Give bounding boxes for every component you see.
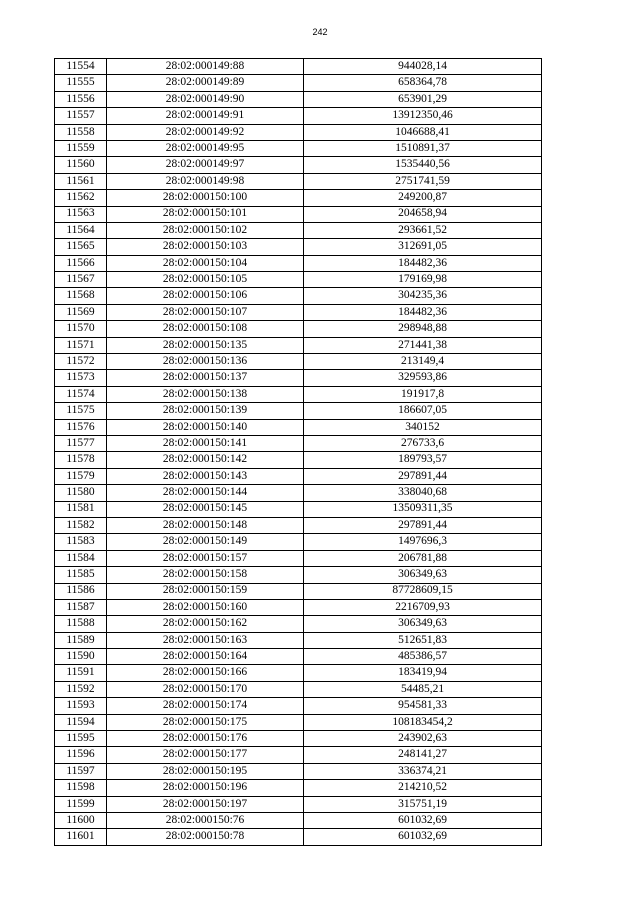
cadastral-number-cell: 28:02:000149:90 [107, 91, 304, 107]
row-number-cell: 11558 [55, 124, 107, 140]
cadastral-value-table [54, 58, 542, 846]
row-number-cell: 11584 [55, 550, 107, 566]
row-number-cell: 11562 [55, 190, 107, 206]
row-number-cell: 11593 [55, 698, 107, 714]
row-number-cell: 11557 [55, 108, 107, 124]
cadastral-number-cell: 28:02:000150:160 [107, 599, 304, 615]
cadastral-number-cell: 28:02:000150:145 [107, 501, 304, 517]
table-row [55, 485, 542, 501]
table-row [55, 239, 542, 255]
cadastral-number-cell: 28:02:000150:143 [107, 468, 304, 484]
table-row [55, 288, 542, 304]
cadastral-value-cell: 306349,63 [304, 616, 542, 632]
cadastral-value-cell: 329593,86 [304, 370, 542, 386]
cadastral-value-cell: 315751,19 [304, 796, 542, 812]
table-row [55, 681, 542, 697]
table-row [55, 468, 542, 484]
cadastral-value-cell: 248141,27 [304, 747, 542, 763]
cadastral-number-cell: 28:02:000150:149 [107, 534, 304, 550]
row-number-cell: 11600 [55, 812, 107, 828]
table-row [55, 780, 542, 796]
row-number-cell: 11566 [55, 255, 107, 271]
cadastral-number-cell: 28:02:000150:137 [107, 370, 304, 386]
cadastral-number-cell: 28:02:000150:166 [107, 665, 304, 681]
table-body [55, 59, 542, 846]
row-number-cell: 11572 [55, 354, 107, 370]
table-row [55, 190, 542, 206]
row-number-cell: 11569 [55, 304, 107, 320]
table-row [55, 255, 542, 271]
cadastral-value-cell: 338040,68 [304, 485, 542, 501]
cadastral-number-cell: 28:02:000150:141 [107, 435, 304, 451]
table-row [55, 501, 542, 517]
cadastral-number-cell: 28:02:000150:108 [107, 321, 304, 337]
row-number-cell: 11580 [55, 485, 107, 501]
cadastral-value-cell: 512651,83 [304, 632, 542, 648]
cadastral-value-cell: 184482,36 [304, 304, 542, 320]
row-number-cell: 11586 [55, 583, 107, 599]
cadastral-number-cell: 28:02:000150:105 [107, 272, 304, 288]
cadastral-number-cell: 28:02:000149:91 [107, 108, 304, 124]
row-number-cell: 11577 [55, 435, 107, 451]
cadastral-number-cell: 28:02:000150:107 [107, 304, 304, 320]
table-row [55, 173, 542, 189]
cadastral-number-cell: 28:02:000150:164 [107, 649, 304, 665]
cadastral-value-cell: 336374,21 [304, 763, 542, 779]
table-row [55, 796, 542, 812]
cadastral-value-cell: 653901,29 [304, 91, 542, 107]
cadastral-value-cell: 601032,69 [304, 829, 542, 845]
row-number-cell: 11559 [55, 140, 107, 156]
cadastral-value-cell: 293661,52 [304, 222, 542, 238]
table-row [55, 599, 542, 615]
row-number-cell: 11590 [55, 649, 107, 665]
row-number-cell: 11574 [55, 386, 107, 402]
cadastral-value-cell: 297891,44 [304, 468, 542, 484]
cadastral-number-cell: 28:02:000150:138 [107, 386, 304, 402]
cadastral-number-cell: 28:02:000150:135 [107, 337, 304, 353]
table-row [55, 534, 542, 550]
cadastral-number-cell: 28:02:000150:197 [107, 796, 304, 812]
row-number-cell: 11570 [55, 321, 107, 337]
cadastral-number-cell: 28:02:000150:163 [107, 632, 304, 648]
table-row [55, 714, 542, 730]
row-number-cell: 11560 [55, 157, 107, 173]
cadastral-number-cell: 28:02:000150:144 [107, 485, 304, 501]
cadastral-value-cell: 213149,4 [304, 354, 542, 370]
cadastral-number-cell: 28:02:000149:97 [107, 157, 304, 173]
row-number-cell: 11567 [55, 272, 107, 288]
cadastral-number-cell: 28:02:000150:78 [107, 829, 304, 845]
row-number-cell: 11578 [55, 452, 107, 468]
table-row [55, 829, 542, 845]
cadastral-number-cell: 28:02:000150:196 [107, 780, 304, 796]
table-row [55, 665, 542, 681]
row-number-cell: 11598 [55, 780, 107, 796]
row-number-cell: 11582 [55, 517, 107, 533]
cadastral-value-cell: 954581,33 [304, 698, 542, 714]
cadastral-value-cell: 206781,88 [304, 550, 542, 566]
table-row [55, 550, 542, 566]
cadastral-value-cell: 191917,8 [304, 386, 542, 402]
table-row [55, 517, 542, 533]
row-number-cell: 11571 [55, 337, 107, 353]
row-number-cell: 11595 [55, 731, 107, 747]
row-number-cell: 11592 [55, 681, 107, 697]
cadastral-value-cell: 54485,21 [304, 681, 542, 697]
cadastral-value-cell: 179169,98 [304, 272, 542, 288]
cadastral-number-cell: 28:02:000150:101 [107, 206, 304, 222]
cadastral-value-cell: 297891,44 [304, 517, 542, 533]
cadastral-value-cell: 1497696,3 [304, 534, 542, 550]
cadastral-number-cell: 28:02:000150:174 [107, 698, 304, 714]
row-number-cell: 11564 [55, 222, 107, 238]
cadastral-number-cell: 28:02:000150:162 [107, 616, 304, 632]
cadastral-value-cell: 1535440,56 [304, 157, 542, 173]
row-number-cell: 11568 [55, 288, 107, 304]
cadastral-number-cell: 28:02:000150:158 [107, 567, 304, 583]
row-number-cell: 11597 [55, 763, 107, 779]
table-row [55, 157, 542, 173]
cadastral-value-cell: 1510891,37 [304, 140, 542, 156]
table-row [55, 108, 542, 124]
cadastral-value-cell: 944028,14 [304, 59, 542, 75]
cadastral-value-cell: 312691,05 [304, 239, 542, 255]
table-row [55, 272, 542, 288]
row-number-cell: 11554 [55, 59, 107, 75]
cadastral-value-cell: 276733,6 [304, 435, 542, 451]
cadastral-number-cell: 28:02:000150:139 [107, 403, 304, 419]
table-row [55, 731, 542, 747]
table-row [55, 386, 542, 402]
cadastral-value-cell: 87728609,15 [304, 583, 542, 599]
row-number-cell: 11583 [55, 534, 107, 550]
cadastral-number-cell: 28:02:000150:102 [107, 222, 304, 238]
cadastral-value-cell: 186607,05 [304, 403, 542, 419]
cadastral-value-cell: 1046688,41 [304, 124, 542, 140]
cadastral-number-cell: 28:02:000150:106 [107, 288, 304, 304]
table-row [55, 649, 542, 665]
row-number-cell: 11588 [55, 616, 107, 632]
table-row [55, 812, 542, 828]
cadastral-value-cell: 271441,38 [304, 337, 542, 353]
cadastral-value-cell: 249200,87 [304, 190, 542, 206]
table-row [55, 403, 542, 419]
cadastral-number-cell: 28:02:000150:170 [107, 681, 304, 697]
cadastral-number-cell: 28:02:000150:142 [107, 452, 304, 468]
row-number-cell: 11565 [55, 239, 107, 255]
cadastral-number-cell: 28:02:000149:92 [107, 124, 304, 140]
table-row [55, 632, 542, 648]
cadastral-value-cell: 108183454,2 [304, 714, 542, 730]
row-number-cell: 11591 [55, 665, 107, 681]
row-number-cell: 11585 [55, 567, 107, 583]
table-row [55, 124, 542, 140]
table-row [55, 140, 542, 156]
page-number: 242 [312, 27, 328, 37]
row-number-cell: 11587 [55, 599, 107, 615]
cadastral-number-cell: 28:02:000150:103 [107, 239, 304, 255]
cadastral-number-cell: 28:02:000150:159 [107, 583, 304, 599]
row-number-cell: 11555 [55, 75, 107, 91]
table-row [55, 91, 542, 107]
row-number-cell: 11579 [55, 468, 107, 484]
cadastral-value-cell: 2216709,93 [304, 599, 542, 615]
table-row [55, 763, 542, 779]
cadastral-number-cell: 28:02:000150:195 [107, 763, 304, 779]
cadastral-value-cell: 298948,88 [304, 321, 542, 337]
row-number-cell: 11556 [55, 91, 107, 107]
cadastral-number-cell: 28:02:000149:95 [107, 140, 304, 156]
table-row [55, 435, 542, 451]
cadastral-number-cell: 28:02:000150:157 [107, 550, 304, 566]
table-row [55, 304, 542, 320]
table-row [55, 698, 542, 714]
cadastral-value-cell: 601032,69 [304, 812, 542, 828]
table-row [55, 321, 542, 337]
row-number-cell: 11589 [55, 632, 107, 648]
cadastral-number-cell: 28:02:000150:100 [107, 190, 304, 206]
table-row [55, 222, 542, 238]
cadastral-number-cell: 28:02:000150:140 [107, 419, 304, 435]
cadastral-value-cell: 2751741,59 [304, 173, 542, 189]
cadastral-value-cell: 183419,94 [304, 665, 542, 681]
cadastral-value-cell: 189793,57 [304, 452, 542, 468]
table-row [55, 354, 542, 370]
cadastral-number-cell: 28:02:000150:76 [107, 812, 304, 828]
cadastral-number-cell: 28:02:000149:89 [107, 75, 304, 91]
cadastral-value-cell: 214210,52 [304, 780, 542, 796]
row-number-cell: 11573 [55, 370, 107, 386]
cadastral-value-cell: 485386,57 [304, 649, 542, 665]
table-row [55, 337, 542, 353]
cadastral-number-cell: 28:02:000150:177 [107, 747, 304, 763]
row-number-cell: 11601 [55, 829, 107, 845]
cadastral-number-cell: 28:02:000150:148 [107, 517, 304, 533]
row-number-cell: 11576 [55, 419, 107, 435]
cadastral-value-cell: 184482,36 [304, 255, 542, 271]
cadastral-value-cell: 13912350,46 [304, 108, 542, 124]
cadastral-value-cell: 658364,78 [304, 75, 542, 91]
table-row [55, 206, 542, 222]
cadastral-value-cell: 204658,94 [304, 206, 542, 222]
row-number-cell: 11594 [55, 714, 107, 730]
row-number-cell: 11599 [55, 796, 107, 812]
cadastral-value-cell: 340152 [304, 419, 542, 435]
cadastral-value-cell: 243902,63 [304, 731, 542, 747]
cadastral-number-cell: 28:02:000150:175 [107, 714, 304, 730]
row-number-cell: 11575 [55, 403, 107, 419]
cadastral-value-cell: 306349,63 [304, 567, 542, 583]
table-row [55, 419, 542, 435]
cadastral-number-cell: 28:02:000150:176 [107, 731, 304, 747]
cadastral-number-cell: 28:02:000150:136 [107, 354, 304, 370]
table-row [55, 747, 542, 763]
table-row [55, 567, 542, 583]
row-number-cell: 11596 [55, 747, 107, 763]
row-number-cell: 11581 [55, 501, 107, 517]
table-row [55, 583, 542, 599]
table-row [55, 59, 542, 75]
table-row [55, 616, 542, 632]
table-row [55, 452, 542, 468]
row-number-cell: 11563 [55, 206, 107, 222]
cadastral-value-cell: 13509311,35 [304, 501, 542, 517]
cadastral-number-cell: 28:02:000149:88 [107, 59, 304, 75]
cadastral-number-cell: 28:02:000150:104 [107, 255, 304, 271]
cadastral-value-cell: 304235,36 [304, 288, 542, 304]
cadastral-number-cell: 28:02:000149:98 [107, 173, 304, 189]
table-row [55, 370, 542, 386]
table-row [55, 75, 542, 91]
row-number-cell: 11561 [55, 173, 107, 189]
